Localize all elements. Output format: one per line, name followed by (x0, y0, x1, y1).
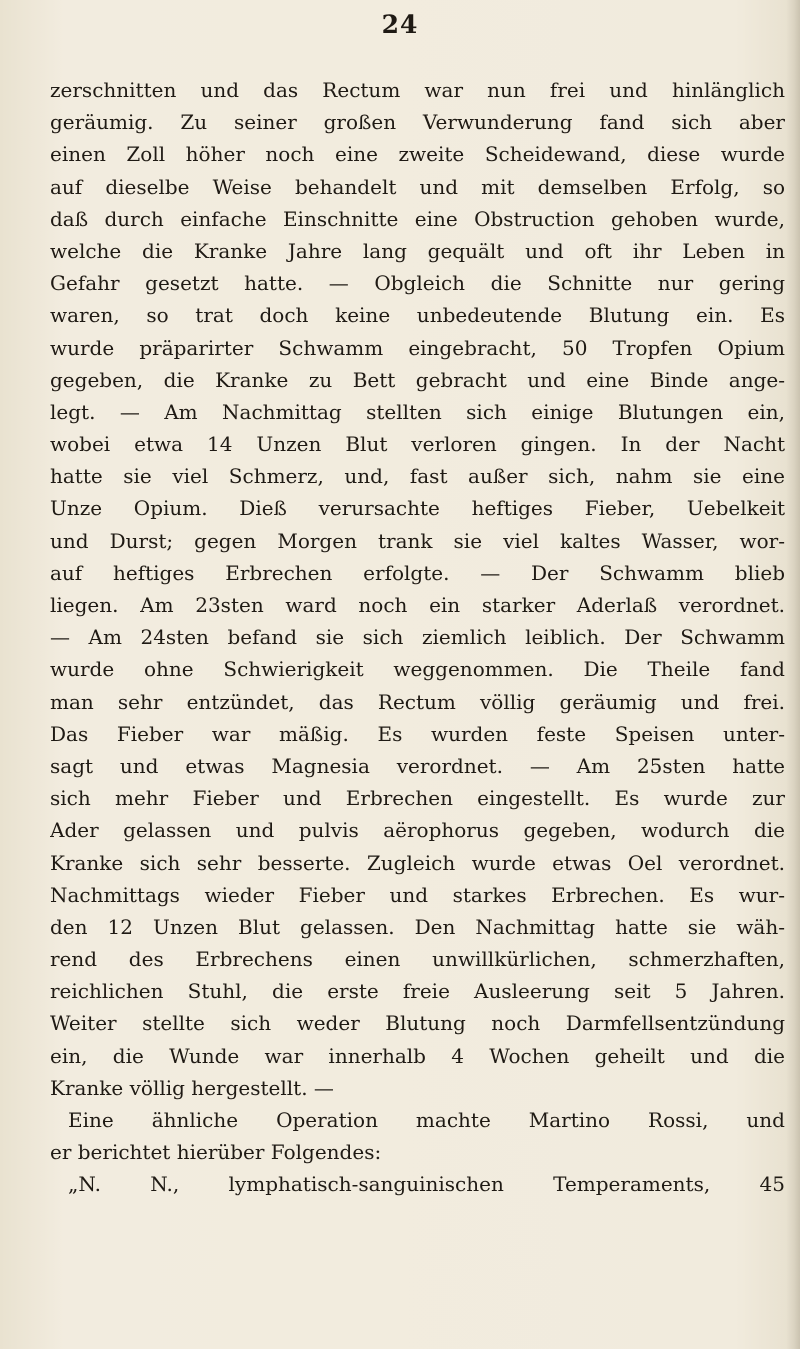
text-line: Weiter stellte sich weder Blutung noch Darmfellsentzündung (50, 1011, 785, 1036)
text-line: einen Zoll höher noch eine zweite Scheidewand, diese wurde (50, 142, 785, 167)
text-line: „N. N., lymphatisch-sanguinischen Temperaments, 45 (68, 1172, 785, 1197)
text-line: er berichtet hierüber Folgendes: (50, 1140, 382, 1165)
text-line: man sehr entzündet, das Rectum völlig geräumig und frei. (50, 689, 785, 714)
text-line: Eine ähnliche Operation machte Martino Rossi, und (68, 1108, 785, 1132)
text-line: und Durst; gegen Morgen trank sie viel kaltes Wasser, wor- (50, 528, 785, 553)
text-line: Ader gelassen und pulvis aërophorus gegeben, wodurch die (50, 818, 785, 843)
text-line: Gefahr gesetzt hatte. — Obgleich die Schnitte nur gering (50, 271, 785, 296)
text-line: — Am 24sten befand sie sich ziemlich leiblich. Der Schwamm (50, 625, 785, 650)
text-line: daß durch einfache Einschnitte eine Obstruction gehoben wurde, (50, 206, 785, 231)
text-line: auf heftiges Erbrechen erfolgte. — Der Schwamm blieb (50, 560, 785, 585)
page-edge-shadow (786, 0, 800, 1349)
text-line: Kranke sich sehr besserte. Zugleich wurde etwas Oel verordnet. (50, 850, 785, 875)
text-line: sich mehr Fieber und Erbrechen eingestellt. Es wurde zur (50, 786, 785, 811)
text-line: gegeben, die Kranke zu Bett gebracht und eine Binde ange- (50, 367, 785, 392)
text-line: reichlichen Stuhl, die erste freie Ausleerung seit 5 Jahren. (50, 979, 785, 1004)
text-line: zerschnitten und das Rectum war nun frei und hinlänglich (50, 78, 785, 102)
text-line: wobei etwa 14 Unzen Blut verloren gingen. In der Nacht (50, 432, 785, 457)
text-line: hatte sie viel Schmerz, und, fast außer sich, nahm sie eine (50, 464, 785, 489)
text-line: Nachmittags wieder Fieber und starkes Erbrechen. Es wur- (50, 882, 785, 907)
text-line: geräumig. Zu seiner großen Verwunderung fand sich aber (50, 110, 785, 135)
text-line: sagt und etwas Magnesia verordnet. — Am 25sten hatte (50, 753, 785, 778)
text-line: legt. — Am Nachmittag stellten sich einige Blutungen ein, (50, 399, 785, 424)
body-text (50, 74, 785, 1201)
text-line: wurde präparirter Schwamm eingebracht, 50 Tropfen Opium (50, 335, 785, 360)
text-line: auf dieselbe Weise behandelt und mit demselben Erfolg, so (50, 174, 785, 199)
text-line: Das Fieber war mäßig. Es wurden feste Speisen unter- (50, 721, 785, 746)
page-number: 24 (381, 10, 419, 39)
text-line: den 12 Unzen Blut gelassen. Den Nachmittag hatte sie wäh- (50, 914, 785, 939)
text-line: welche die Kranke Jahre lang gequält und oft ihr Leben in (50, 238, 785, 263)
text-line: rend des Erbrechens einen unwillkürlichen, schmerzhaften, (50, 947, 785, 972)
text-line: waren, so trat doch keine unbedeutende Blutung ein. Es (50, 303, 785, 328)
text-line: Unze Opium. Dieß verursachte heftiges Fieber, Uebelkeit (50, 496, 785, 521)
text-line: Kranke völlig hergestellt. — (50, 1075, 334, 1100)
text-line: liegen. Am 23sten ward noch ein starker Aderlaß verordnet. (50, 593, 785, 617)
text-line: wurde ohne Schwierigkeit weggenommen. Die Theile fand (50, 657, 785, 682)
text-line: ein, die Wunde war innerhalb 4 Wochen geheilt und die (50, 1043, 785, 1068)
